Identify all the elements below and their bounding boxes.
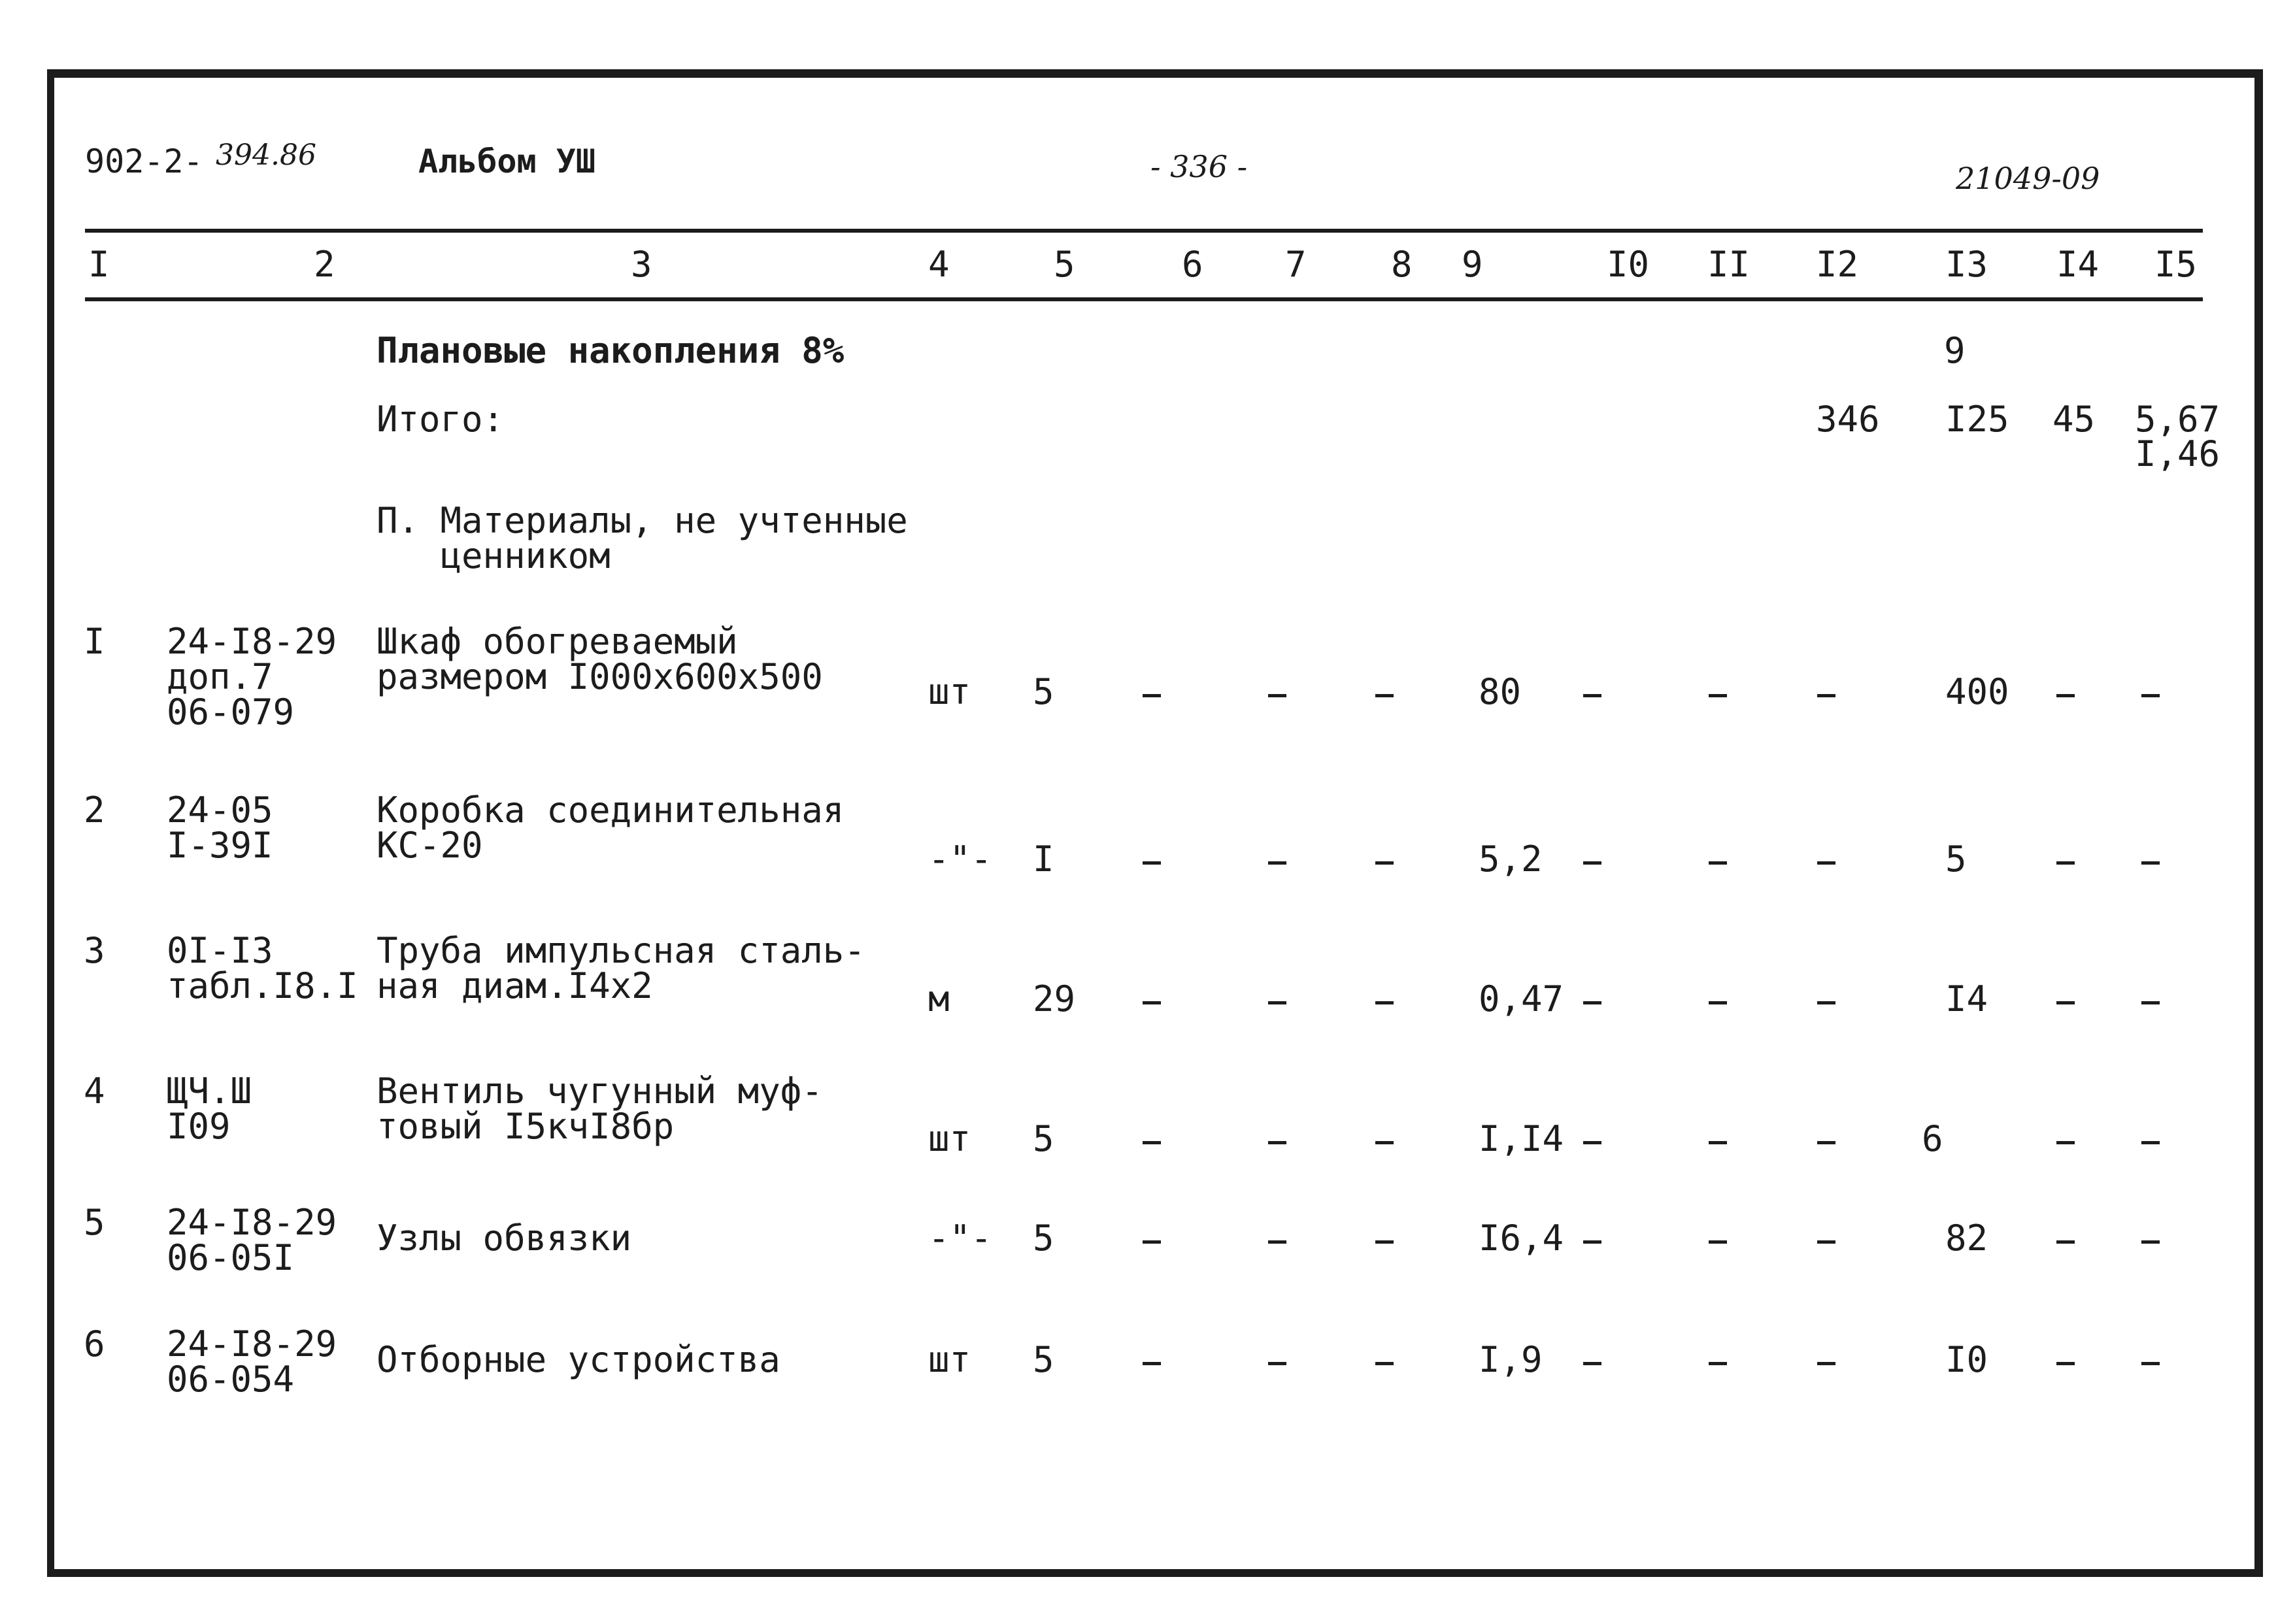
doc-code: 902-2- <box>85 142 203 180</box>
col-11-cell-dash <box>1709 1240 1727 1244</box>
item-name-line: размером I000x600x500 <box>377 656 823 697</box>
quantity-cell: 5 <box>1033 1118 1054 1159</box>
price-code-line: 24-I8-29 <box>167 1323 337 1365</box>
col-15-cell-dash <box>2141 694 2160 697</box>
col-14-cell-dash <box>2056 694 2075 697</box>
col-10-cell-dash <box>1583 1001 1601 1004</box>
header-top-rule <box>85 229 2203 233</box>
col-10-cell-dash <box>1583 694 1601 697</box>
unit-cell: шт <box>928 1118 971 1159</box>
col-12-cell-dash <box>1817 1001 1835 1004</box>
price-code-line: 0I-I3 <box>167 930 273 971</box>
column-number-3: 3 <box>631 244 652 285</box>
header-bottom-rule <box>85 297 2203 301</box>
col-7-cell-dash <box>1268 1141 1286 1144</box>
column-number-13: I3 <box>1945 244 1988 285</box>
column-number-14: I4 <box>2056 244 2100 285</box>
col-14-cell-dash <box>2056 1001 2075 1004</box>
price-code-line: доп.7 <box>167 656 273 697</box>
unit-cell: -"- <box>928 1218 992 1259</box>
doc-code-handwritten: 394.86 <box>216 139 316 172</box>
quantity-cell: I <box>1033 838 1054 880</box>
col-7-cell-dash <box>1268 861 1286 865</box>
item-name-line: товый I5кчI8бр <box>377 1106 675 1147</box>
col-6-cell-dash <box>1143 1362 1161 1365</box>
col-13-cell: 6 <box>1922 1118 1943 1159</box>
col-8-cell-dash <box>1375 1141 1394 1144</box>
col-15-cell-dash <box>2141 1141 2160 1144</box>
album-title: Альбом УШ <box>418 142 595 180</box>
col-11-cell-dash <box>1709 694 1727 697</box>
col-11-cell-dash <box>1709 1141 1727 1144</box>
column-number-1: I <box>88 244 110 285</box>
column-number-11: II <box>1707 244 1751 285</box>
col-15-cell-dash <box>2141 1240 2160 1244</box>
unit-cell: шт <box>928 1339 971 1380</box>
quantity-cell: 29 <box>1033 978 1076 1019</box>
col-7-cell-dash <box>1268 1362 1286 1365</box>
unit-cell: м <box>928 978 950 1019</box>
price-code-line: табл.I8.I <box>167 965 358 1006</box>
col-6-cell-dash <box>1143 694 1161 697</box>
column-number-2: 2 <box>314 244 335 285</box>
col-11-cell-dash <box>1709 861 1727 865</box>
col-14-cell-dash <box>2056 1141 2075 1144</box>
col-13-cell: I4 <box>1945 978 1988 1019</box>
price-code-line: 24-I8-29 <box>167 621 337 662</box>
col-12-cell-dash <box>1817 1141 1835 1144</box>
col-6-cell-dash <box>1143 861 1161 865</box>
col-13-cell: I0 <box>1945 1339 1988 1380</box>
row-number: 2 <box>84 789 105 831</box>
col-13-cell: 5 <box>1945 838 1967 880</box>
unit-cell: шт <box>928 671 971 712</box>
price-code-line: 06-05I <box>167 1237 295 1278</box>
quantity-cell: 5 <box>1033 1218 1054 1259</box>
planned-accumulation-value: 9 <box>1944 330 1966 371</box>
col-10-cell-dash <box>1583 1362 1601 1365</box>
col-8-cell-dash <box>1375 1362 1394 1365</box>
col-12-cell-dash <box>1817 1240 1835 1244</box>
col-7-cell-dash <box>1268 694 1286 697</box>
total-label: Итого: <box>377 399 505 440</box>
section-title-line2: ценником <box>377 535 611 576</box>
col-12-cell-dash <box>1817 1362 1835 1365</box>
row-number: 3 <box>84 930 105 971</box>
col-12-cell-dash <box>1817 694 1835 697</box>
quantity-cell: 5 <box>1033 671 1054 712</box>
row-number: I <box>84 621 105 662</box>
item-name-line: Вентиль чугунный муф- <box>377 1070 823 1112</box>
column-number-10: I0 <box>1607 244 1650 285</box>
column-number-8: 8 <box>1391 244 1413 285</box>
column-number-12: I2 <box>1816 244 1859 285</box>
item-name-line: КС-20 <box>377 825 483 866</box>
col-14-cell-dash <box>2056 1362 2075 1365</box>
quantity-cell: 5 <box>1033 1339 1054 1380</box>
item-name-line: Узлы обвязки <box>377 1218 632 1259</box>
col-6-cell-dash <box>1143 1141 1161 1144</box>
total-col15-line1: 5,67 <box>2135 399 2220 440</box>
col-11-cell-dash <box>1709 1362 1727 1365</box>
price-code-line: 06-079 <box>167 691 295 733</box>
column-number-5: 5 <box>1054 244 1075 285</box>
total-col12: 346 <box>1816 399 1880 440</box>
col-8-cell-dash <box>1375 1001 1394 1004</box>
col-13-cell: 82 <box>1945 1218 1988 1259</box>
col-6-cell-dash <box>1143 1001 1161 1004</box>
item-name-line: Коробка соединительная <box>377 789 845 831</box>
col-9-cell: I6,4 <box>1479 1218 1564 1259</box>
col-9-cell: I,9 <box>1479 1339 1543 1380</box>
archive-number: 21049-09 <box>1956 161 2100 196</box>
col-7-cell-dash <box>1268 1001 1286 1004</box>
col-9-cell: 80 <box>1479 671 1522 712</box>
column-number-9: 9 <box>1462 244 1483 285</box>
col-15-cell-dash <box>2141 1001 2160 1004</box>
price-code-line: ЩЧ.Ш <box>167 1070 252 1112</box>
col-12-cell-dash <box>1817 861 1835 865</box>
col-9-cell: I,I4 <box>1479 1118 1564 1159</box>
row-number: 5 <box>84 1202 105 1243</box>
col-8-cell-dash <box>1375 861 1394 865</box>
col-8-cell-dash <box>1375 694 1394 697</box>
item-name-line: Отборные устройства <box>377 1339 780 1380</box>
col-9-cell: 5,2 <box>1479 838 1543 880</box>
column-number-4: 4 <box>928 244 950 285</box>
column-number-6: 6 <box>1182 244 1203 285</box>
col-6-cell-dash <box>1143 1240 1161 1244</box>
price-code-line: 24-05 <box>167 789 273 831</box>
row-number: 6 <box>84 1323 105 1365</box>
column-number-7: 7 <box>1285 244 1307 285</box>
col-10-cell-dash <box>1583 1240 1601 1244</box>
col-10-cell-dash <box>1583 1141 1601 1144</box>
price-code-line: 06-054 <box>167 1359 295 1400</box>
unit-cell: -"- <box>928 838 992 880</box>
planned-accumulation-label: Плановые накопления 8% <box>377 330 845 371</box>
col-7-cell-dash <box>1268 1240 1286 1244</box>
col-11-cell-dash <box>1709 1001 1727 1004</box>
page-number: - 336 - <box>1150 149 1248 184</box>
col-14-cell-dash <box>2056 1240 2075 1244</box>
col-8-cell-dash <box>1375 1240 1394 1244</box>
item-name-line: ная диам.I4x2 <box>377 965 653 1006</box>
total-col13: I25 <box>1945 399 2009 440</box>
section-title-line1: П. Материалы, не учтенные <box>377 500 908 541</box>
row-number: 4 <box>84 1070 105 1112</box>
item-name-line: Труба импульсная сталь- <box>377 930 865 971</box>
column-number-15: I5 <box>2154 244 2198 285</box>
col-10-cell-dash <box>1583 861 1601 865</box>
total-col15-line2: I,46 <box>2135 433 2220 474</box>
col-15-cell-dash <box>2141 861 2160 865</box>
col-14-cell-dash <box>2056 861 2075 865</box>
col-15-cell-dash <box>2141 1362 2160 1365</box>
price-code-line: 24-I8-29 <box>167 1202 337 1243</box>
col-9-cell: 0,47 <box>1479 978 1564 1019</box>
price-code-line: I-39I <box>167 825 273 866</box>
price-code-line: I09 <box>167 1106 231 1147</box>
total-col14: 45 <box>2052 399 2096 440</box>
item-name-line: Шкаф обогреваемый <box>377 621 738 662</box>
col-13-cell: 400 <box>1945 671 2009 712</box>
